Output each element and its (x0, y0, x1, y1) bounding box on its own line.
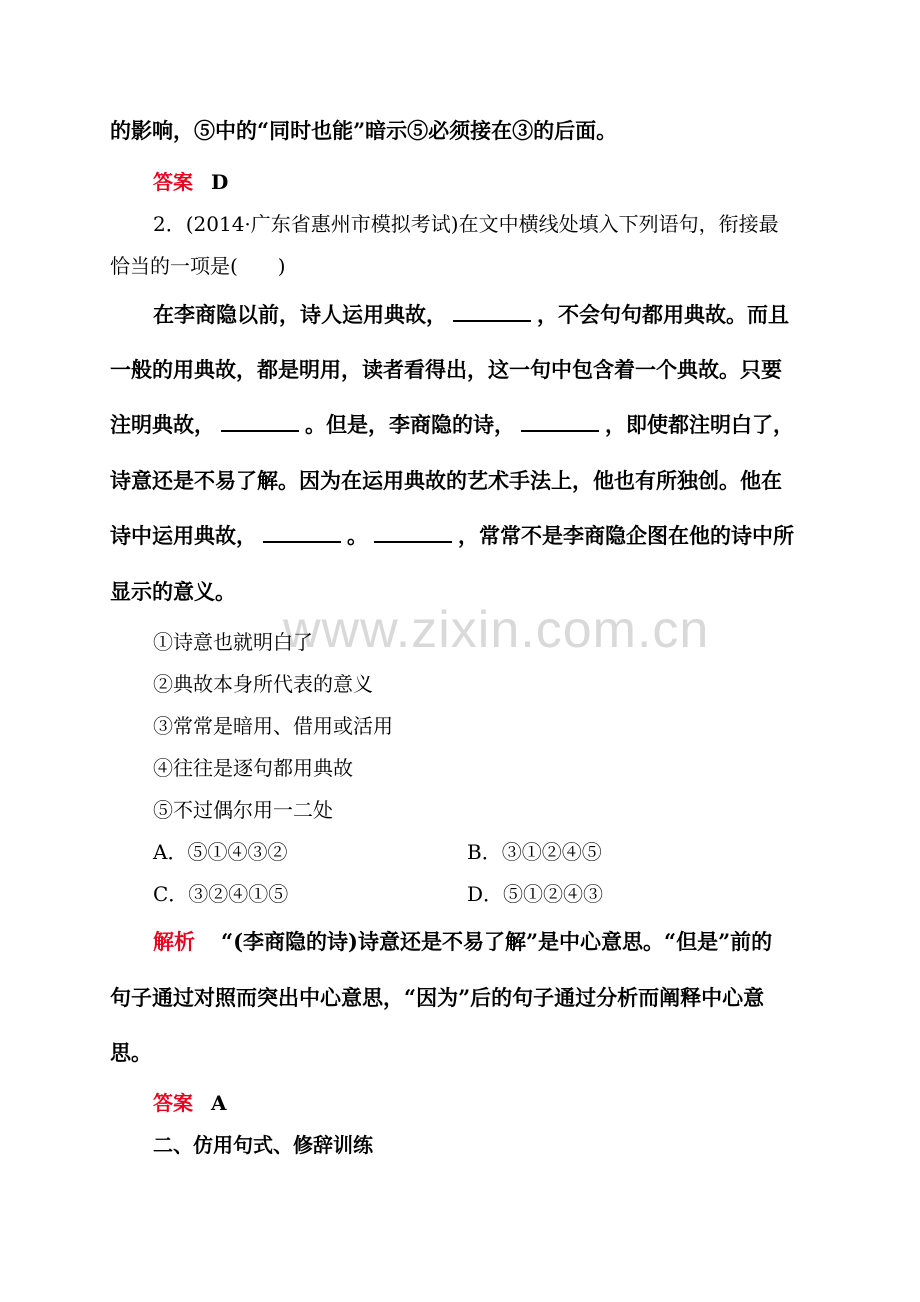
option-a: A．⑤①④③② (153, 840, 288, 864)
blank-5 (374, 540, 452, 543)
option-d: D．⑤①②④③ (467, 882, 604, 906)
passage-line-6: 显示的意义。 (110, 579, 236, 604)
passage-line-3: 注明典故， 。但是，李商隐的诗， ，即使都注明白了， (110, 412, 794, 437)
passage-line-5: 诗中运用典故， 。 ，常常不是李商隐企图在他的诗中所 (110, 523, 794, 548)
analysis-line-1: 解析 “(李商隐的诗)诗意还是不易了解”是中心意思。“但是”前的 (153, 929, 773, 954)
question-line-2: 恰当的一项是( ) (110, 254, 286, 278)
answer-value: A (211, 1091, 227, 1115)
item-3: ③常常是暗用、借用或活用 (153, 714, 393, 738)
blank-3 (521, 429, 599, 432)
answer-2 (153, 1091, 227, 1115)
blank-4 (263, 540, 341, 543)
passage-line-1: 在李商隐以前，诗人运用典故， ，不会句句都用典故。而且 (153, 302, 789, 327)
previous-answer-ending: 的影响，⑤中的“同时也能”暗示⑤必须接在③的后面。 (110, 118, 618, 143)
watermark: www.zixin.com.cn (283, 601, 710, 659)
question-line-1: 2．(2014·广东省惠州市模拟考试)在文中横线处填入下列语句，衔接最 (153, 212, 779, 236)
blank-1 (453, 319, 531, 322)
passage-line-2: 一般的用典故，都是明用，读者看得出，这一句中包含着一个典故。只要 (110, 357, 782, 382)
option-c: C．③②④①⑤ (153, 882, 289, 906)
answer-value: D (211, 170, 229, 194)
item-1: ①诗意也就明白了 (153, 630, 313, 654)
section-heading: 二、仿用句式、修辞训练 (153, 1133, 373, 1157)
analysis-line-2: 句子通过对照而突出中心意思，“因为”后的句子通过分析而阐释中心意 (110, 985, 765, 1010)
item-4: ④往往是逐句都用典故 (153, 756, 353, 780)
answer-1 (153, 170, 228, 194)
answer-label: 答案 (153, 170, 193, 194)
item-2: ②典故本身所代表的意义 (153, 672, 373, 696)
analysis-label: 解析 (153, 929, 195, 954)
option-b: B．③①②④⑤ (467, 840, 602, 864)
item-5: ⑤不过偶尔用一二处 (153, 798, 333, 822)
answer-label: 答案 (153, 1091, 193, 1115)
passage-line-4: 诗意还是不易了解。因为在运用典故的艺术手法上，他也有所独创。他在 (110, 468, 782, 493)
blank-2 (221, 429, 299, 432)
analysis-line-3: 思。 (110, 1040, 152, 1065)
